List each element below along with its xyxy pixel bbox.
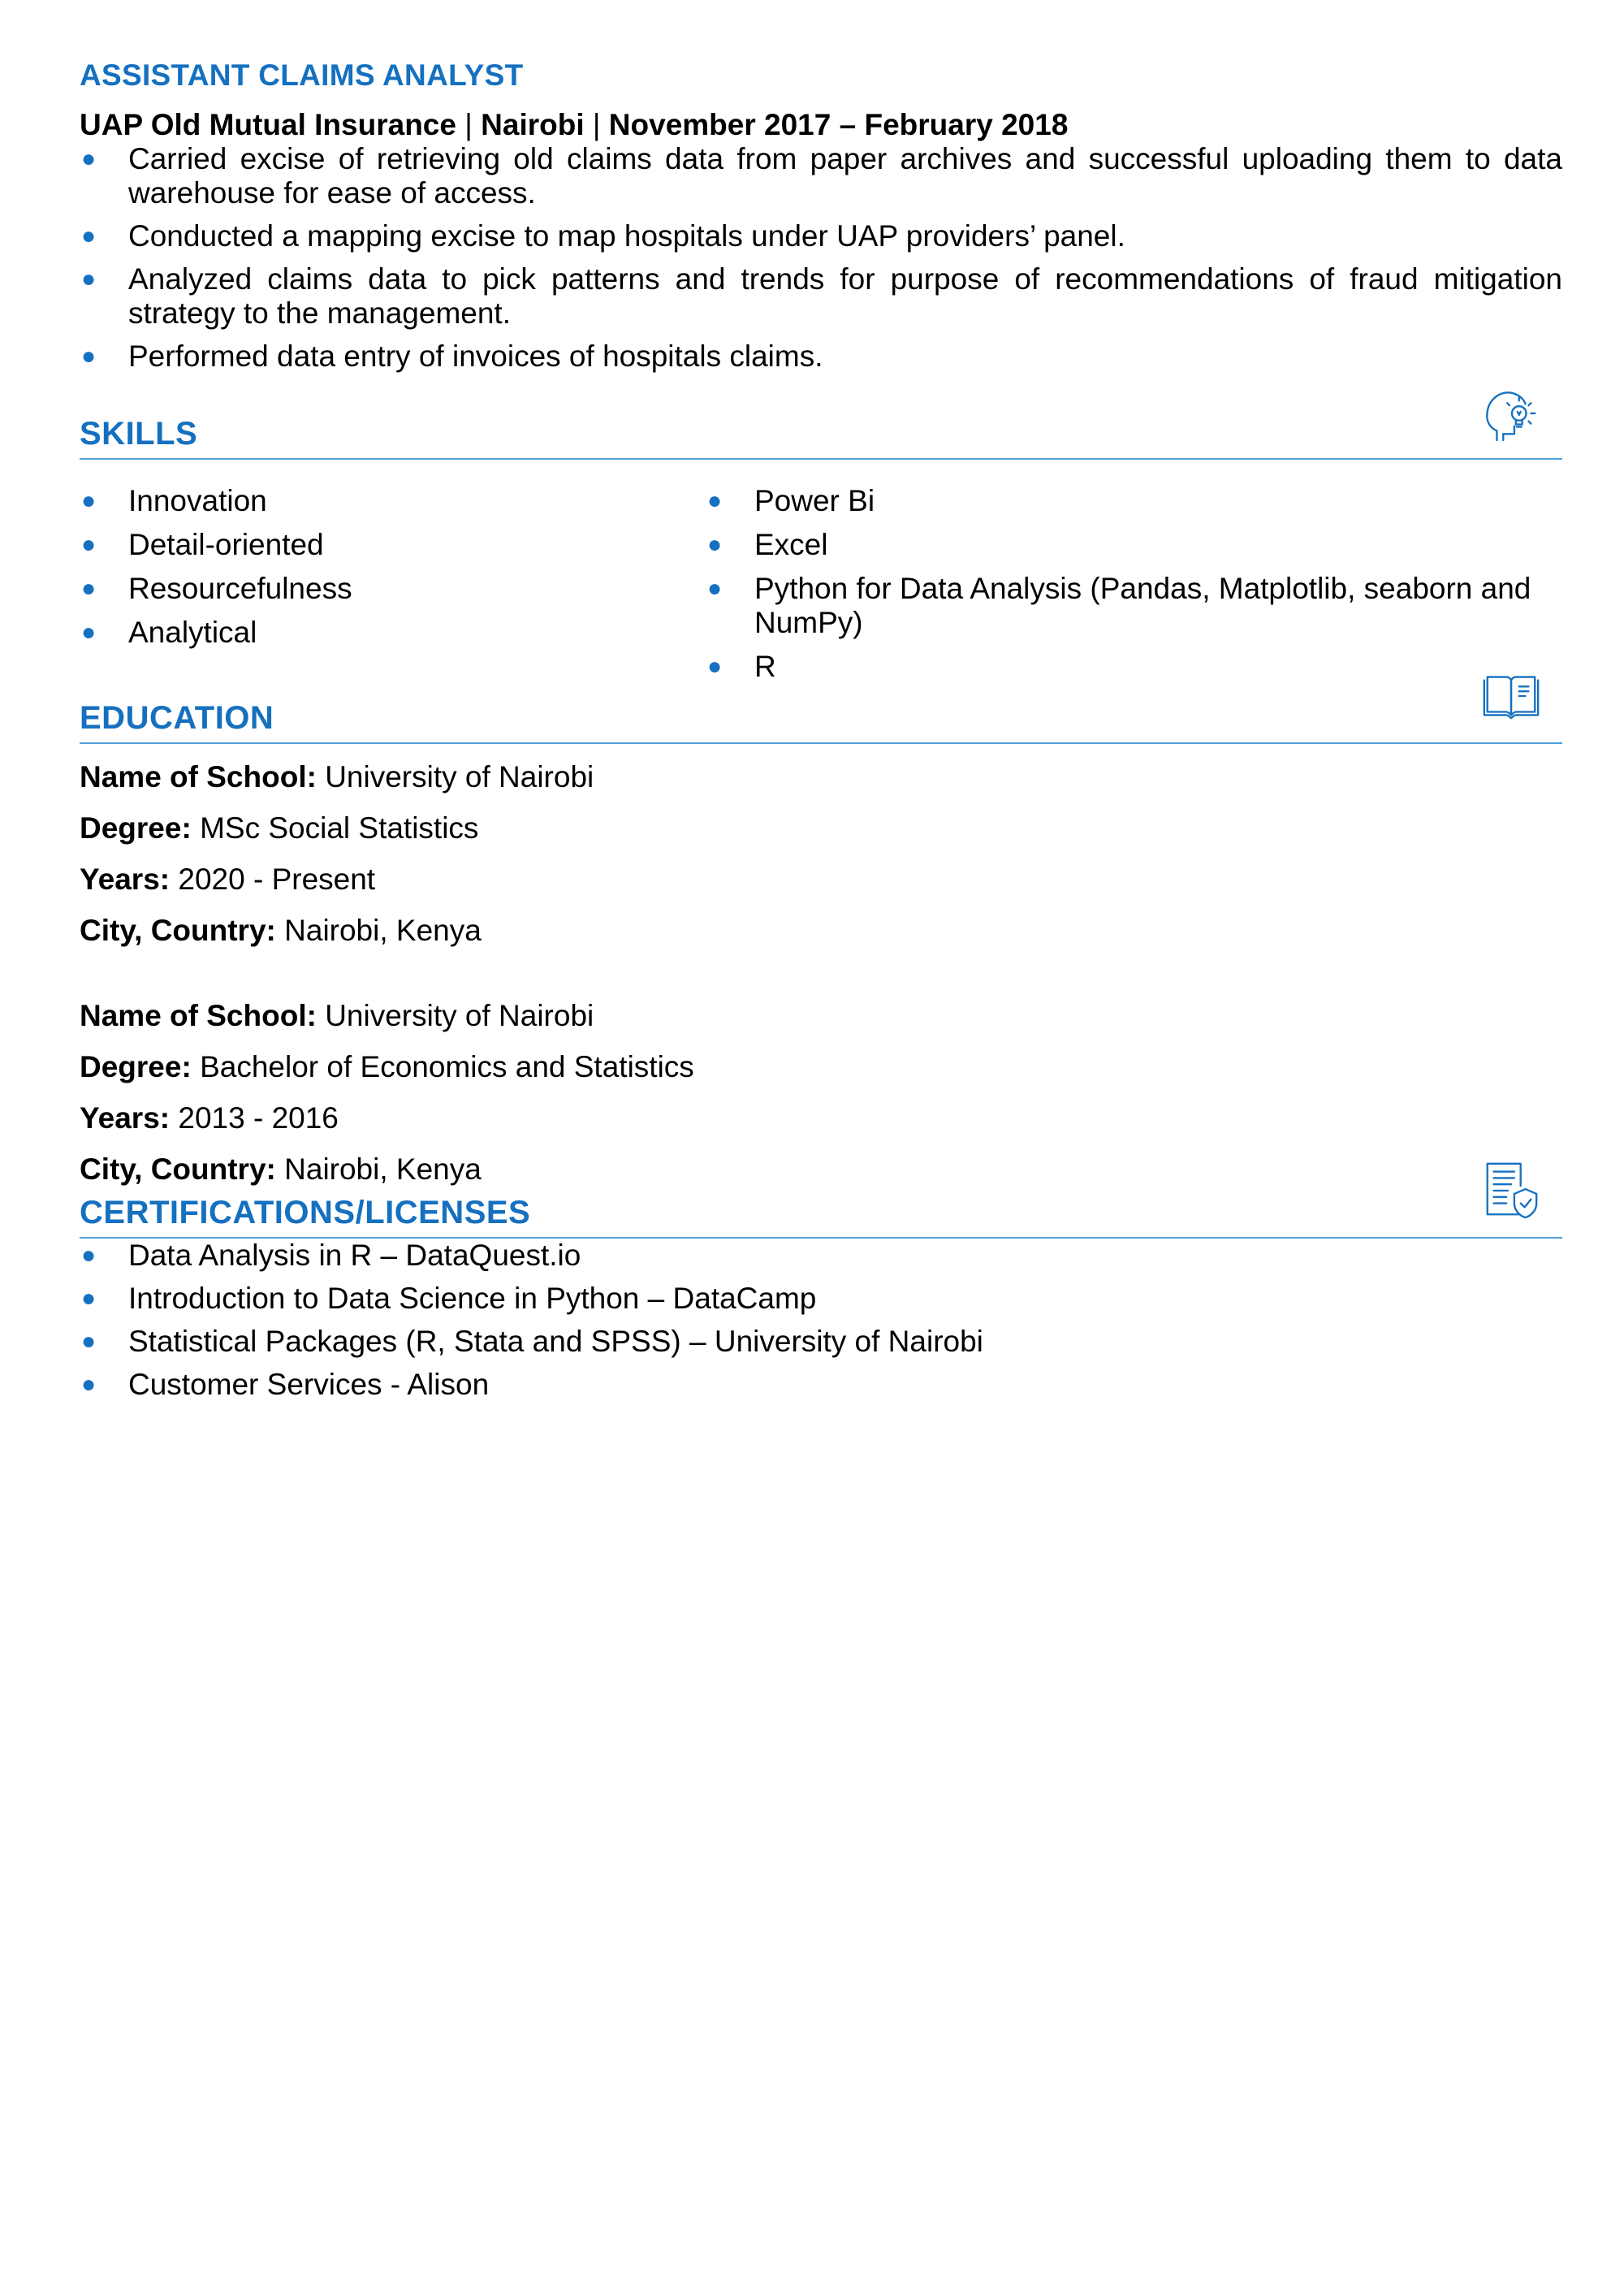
certificate-shield-icon [1479,1159,1543,1222]
years-line: Years: 2020 - Present [80,863,376,896]
certification-item: ● Data Analysis in R – DataQuest.io [81,1239,581,1272]
duty-item: ● Performed data entry of invoices of hospitals claims. [81,339,823,373]
certifications-header [80,1188,1562,1239]
school-name: University of Nairobi [325,760,594,793]
years-value: 2013 - 2016 [178,1101,339,1135]
head-lightbulb-icon [1479,380,1543,443]
degree-name: MSc Social Statistics [200,811,479,845]
city-line: City, Country: Nairobi, Kenya [80,914,482,947]
duty-item: ● Analyzed claims data to pick patterns and trends for purpose of recommendations of fraud mitigation strategy to the management. [81,262,1562,330]
bullet-icon: ● [81,145,97,172]
bullet-icon: ● [81,619,97,646]
bullet-icon: ● [81,531,97,558]
bullet-icon: ● [707,653,723,680]
meta-separator: | [592,108,601,141]
duty-item: ● Carried excise of retrieving old claims data from paper archives and successful uploading them to data warehouse for ease of access. [81,142,1562,210]
skills-list [80,484,1562,694]
skills-column-left [80,484,706,694]
city-value: Nairobi, Kenya [284,914,482,947]
bullet-icon: ● [81,575,97,602]
certification-item: ● Introduction to Data Science in Python – DataCamp [81,1282,817,1315]
degree-line: Degree: Bachelor of Economics and Statistics [80,1050,694,1083]
skill-item: ● Python for Data Analysis (Pandas, Matplotlib, seaborn and NumPy) [707,572,1531,639]
certifications-list [80,1239,1562,1402]
bullet-icon: ● [81,223,97,249]
bullet-icon: ● [81,266,97,292]
skill-item: ● Analytical [81,616,257,649]
years-value: 2020 - Present [178,863,376,896]
education-entry [80,999,1562,1187]
years-line: Years: 2013 - 2016 [80,1101,339,1135]
skill-item: ● Power Bi [707,484,875,517]
section-title: EDUCATION [80,700,274,736]
degree-name: Bachelor of Economics and Statistics [200,1050,694,1083]
bullet-icon: ● [81,487,97,514]
section-title: CERTIFICATIONS/LICENSES [80,1195,531,1230]
duties-list [80,142,1562,374]
resume-page [80,49,1562,1411]
bullet-icon: ● [81,343,97,370]
job-city: Nairobi [481,108,585,141]
job-title: ASSISTANT CLAIMS ANALYST [80,58,524,92]
school-line: Name of School: University of Nairobi [80,999,594,1032]
duty-item: ● Conducted a mapping excise to map hospitals under UAP providers’ panel. [81,219,1125,253]
education-header [80,694,1562,744]
education-entry [80,760,1562,948]
bullet-icon: ● [81,1242,97,1269]
city-line: City, Country: Nairobi, Kenya [80,1152,482,1186]
job-meta [80,108,1562,142]
certification-item: ● Statistical Packages (R, Stata and SPSS) – University of Nairobi [81,1325,983,1358]
skill-item: ● Detail-oriented [81,528,324,561]
experience-entry [80,58,1562,374]
company-name: UAP Old Mutual Insurance [80,108,456,141]
skill-item: ● R [707,650,776,683]
bullet-icon: ● [707,487,723,514]
bullet-icon: ● [81,1371,97,1398]
open-book-icon [1479,664,1543,728]
school-line: Name of School: University of Nairobi [80,760,594,793]
bullet-icon: ● [81,1328,97,1355]
city-value: Nairobi, Kenya [284,1152,482,1186]
bullet-icon: ● [81,1285,97,1312]
bullet-icon: ● [707,531,723,558]
skill-item: ● Excel [707,528,828,561]
school-name: University of Nairobi [325,999,594,1032]
job-dates: November 2017 – February 2018 [608,108,1069,141]
certification-item: ● Customer Services - Alison [81,1368,490,1401]
skills-header [80,409,1562,460]
bullet-icon: ● [707,575,723,602]
section-title: SKILLS [80,416,198,452]
degree-line: Degree: MSc Social Statistics [80,811,479,845]
skills-column-right [706,484,1562,694]
skill-item: ● Resourcefulness [81,572,352,605]
meta-separator: | [464,108,473,141]
skill-item: ● Innovation [81,484,267,517]
